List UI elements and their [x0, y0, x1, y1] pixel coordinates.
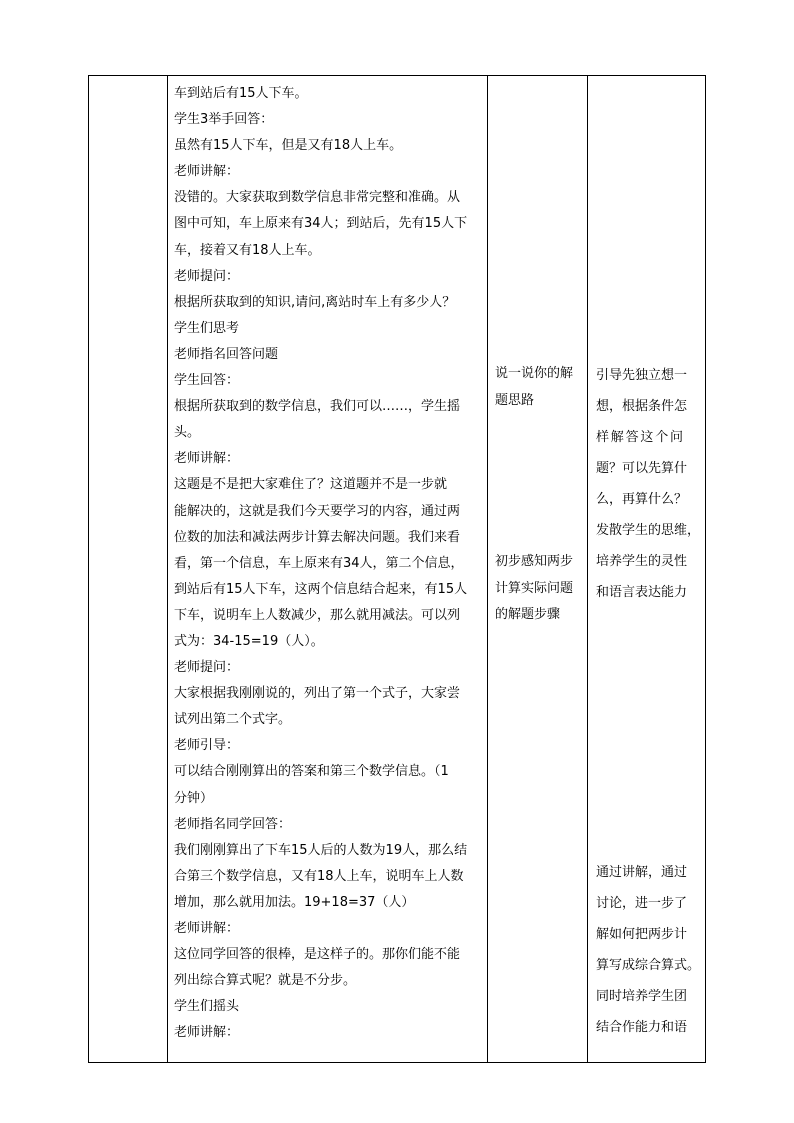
design-intent-line: 样解答这个问: [596, 430, 685, 445]
design-intent-line: 么，再算什么？: [596, 492, 688, 507]
process-line: 分钟）: [174, 790, 214, 806]
design-intent-line: 题？可以先算什: [596, 461, 688, 476]
process-line: 学生们思考: [174, 320, 240, 336]
design-intent-line: 培养学生的灵性: [596, 554, 688, 569]
process-line: 可以结合刚刚算出的答案和第三个数学信息。（1: [174, 764, 449, 780]
design-intent-line: 同时培养学生团: [596, 989, 688, 1004]
student-activity-line: 说一说你的解: [495, 366, 574, 381]
process-line: 老师讲解：: [174, 451, 240, 467]
design-intent-line: 和语言表达能力: [596, 585, 688, 600]
teaching-process-cell: [174, 81, 486, 1046]
design-intent-line: 讨论，进一步了: [596, 896, 688, 911]
process-line: 这位同学回答的很棒，是这样子的。那你们能不能: [174, 947, 461, 963]
process-line: 虽然有15人下车，但是又有18人上车。: [174, 138, 403, 154]
student-activity-text: [495, 549, 583, 629]
process-line: 我们刚刚算出了下车15人后的人数为19人，那么结: [174, 842, 468, 858]
student-activity-line: 初步感知两步: [495, 554, 574, 569]
process-line: 老师讲解：: [174, 921, 240, 936]
process-line: 增加，那么就用加法。19+18=37（人）: [174, 894, 415, 910]
lesson-plan-table: [88, 75, 706, 1063]
process-line: 头。: [174, 425, 201, 441]
process-line: 没错的。大家获取到数学信息非常完整和准确。从: [174, 190, 461, 206]
process-line: 列出综合算式呢？就是不分步。: [174, 973, 357, 989]
column-divider: [587, 76, 588, 1062]
process-line: 学生们摇头: [174, 999, 240, 1015]
process-line: 老师指名回答问题: [174, 346, 279, 362]
design-intent-line: 发散学生的思维，: [596, 523, 701, 538]
student-activity-line: 题思路: [495, 392, 535, 408]
column-divider: [167, 76, 168, 1062]
process-line: 下车，说明车上人数减少，那么就用减法。可以列: [174, 607, 461, 623]
process-line: 老师讲解：: [174, 1025, 240, 1041]
process-line: 车，接着又有18人上车。: [174, 242, 321, 258]
student-activity-line: 计算实际问题: [495, 580, 574, 596]
process-line: 学生回答：: [174, 373, 240, 389]
design-intent-line: 通过讲解，通过: [596, 865, 688, 880]
process-line: 式为：34-15=19（人）。: [174, 633, 324, 649]
process-line: 车到站后有15人下车。: [174, 86, 308, 101]
design-intent-line: 想，根据条件怎: [596, 399, 688, 414]
process-line: 能解决的，这就是我们今天要学习的内容，通过两: [174, 503, 461, 519]
student-activity-line: 的解题步骤: [495, 607, 561, 622]
design-intent-line: 解如何把两步计: [596, 927, 688, 942]
design-intent-line: 结合作能力和语: [596, 1020, 688, 1035]
design-intent-line: 引导先独立想一: [596, 368, 688, 383]
process-line: 到站后有15人下车，这两个信息结合起来，有15人: [174, 581, 468, 597]
process-line: 合第三个数学信息，又有18人上车，说明车上人数: [174, 868, 464, 884]
design-intent-line: 算写成综合算式。: [596, 958, 701, 973]
process-line: 位数的加法和减法两步计算去解决问题。我们来看: [174, 529, 461, 545]
process-line: 学生3举手回答：: [174, 112, 274, 128]
process-line: 试列出第二个式字。: [174, 712, 292, 728]
process-line: 老师指名同学回答：: [174, 816, 292, 832]
process-line: 根据所获取到的数学信息，我们可以……，学生摇: [174, 399, 461, 415]
process-line: 根据所获取到的知识,请问,离站时车上有多少人？: [174, 294, 456, 310]
process-line: 这题是不是把大家难住了？这道题并不是一步就: [174, 477, 448, 493]
process-line: 老师引导：: [174, 738, 240, 754]
design-intent-text: [596, 360, 704, 608]
process-line: 看，第一个信息，车上原来有34人，第二个信息，: [174, 555, 464, 571]
process-line: 老师提问：: [174, 660, 240, 676]
column-divider: [487, 76, 488, 1062]
process-line: 大家根据我刚刚说的，列出了第一个式子，大家尝: [174, 686, 461, 702]
design-intent-text: [596, 857, 704, 1043]
student-activity-text: [495, 361, 583, 414]
process-line: 老师讲解：: [174, 164, 240, 180]
process-line: 老师提问：: [174, 268, 240, 284]
process-line: 图中可知，车上原来有34人；到站后，先有15人下: [174, 216, 468, 232]
